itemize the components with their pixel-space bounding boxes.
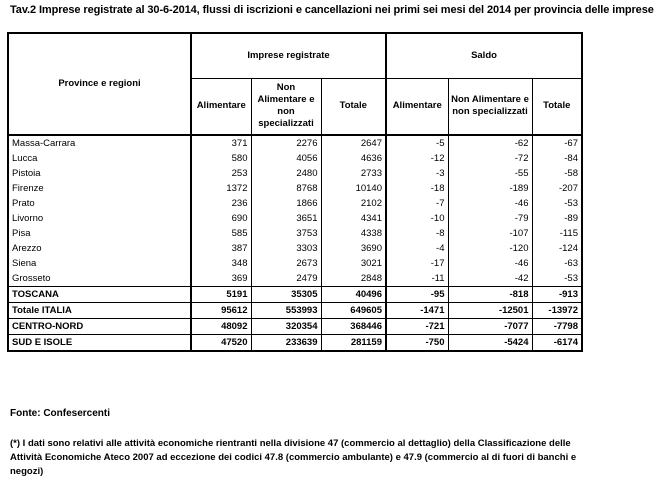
table-row	[8, 166, 582, 181]
cell-ir-alimentare: 48092	[191, 319, 251, 335]
cell-saldo-non-alimentare: -46	[448, 196, 532, 211]
row-name: Siena	[8, 256, 191, 271]
cell-saldo-totale: -207	[532, 181, 582, 196]
cell-saldo-alimentare: -12	[386, 151, 448, 166]
cell-saldo-non-alimentare: -7077	[448, 319, 532, 335]
cell-ir-alimentare: 387	[191, 241, 251, 256]
cell-ir-totale: 649605	[321, 303, 386, 319]
cell-ir-totale: 4338	[321, 226, 386, 241]
row-name: Lucca	[8, 151, 191, 166]
cell-ir-alimentare: 47520	[191, 335, 251, 352]
cell-ir-non-alimentare: 2479	[251, 271, 321, 287]
cell-saldo-alimentare: -10	[386, 211, 448, 226]
cell-ir-non-alimentare: 2480	[251, 166, 321, 181]
row-name: Massa-Carrara	[8, 135, 191, 151]
cell-saldo-totale: -53	[532, 271, 582, 287]
header-group-saldo: Saldo	[386, 33, 582, 78]
cell-saldo-non-alimentare: -72	[448, 151, 532, 166]
cell-saldo-totale: -7798	[532, 319, 582, 335]
row-name: Firenze	[8, 181, 191, 196]
cell-saldo-non-alimentare: -5424	[448, 335, 532, 352]
cell-saldo-alimentare: -1471	[386, 303, 448, 319]
cell-ir-alimentare: 5191	[191, 287, 251, 303]
cell-ir-non-alimentare: 1866	[251, 196, 321, 211]
cell-saldo-totale: -13972	[532, 303, 582, 319]
cell-ir-non-alimentare: 3753	[251, 226, 321, 241]
cell-ir-totale: 2102	[321, 196, 386, 211]
table-row	[8, 151, 582, 166]
cell-ir-totale: 2848	[321, 271, 386, 287]
cell-saldo-alimentare: -95	[386, 287, 448, 303]
cell-ir-alimentare: 236	[191, 196, 251, 211]
cell-saldo-non-alimentare: -120	[448, 241, 532, 256]
cell-saldo-alimentare: -17	[386, 256, 448, 271]
total-row	[8, 303, 582, 319]
cell-ir-non-alimentare: 2276	[251, 135, 321, 151]
cell-ir-non-alimentare: 233639	[251, 335, 321, 352]
cell-ir-non-alimentare: 35305	[251, 287, 321, 303]
cell-saldo-alimentare: -750	[386, 335, 448, 352]
cell-saldo-non-alimentare: -12501	[448, 303, 532, 319]
cell-ir-totale: 4636	[321, 151, 386, 166]
cell-ir-alimentare: 348	[191, 256, 251, 271]
cell-saldo-totale: -6174	[532, 335, 582, 352]
cell-saldo-non-alimentare: -79	[448, 211, 532, 226]
footnote: (*) I dati sono relativi alle attività economiche rientranti nella divisione 47 (commercio al dettaglio) della Classificazione delle Attività Economiche Ateco 2007 ad eccezione dei codici 47.8 (commercio ambulante) e 47.9 (commercio al di fuori di banchi e negozi)	[10, 438, 577, 477]
row-name: Arezzo	[8, 241, 191, 256]
cell-saldo-totale: -53	[532, 196, 582, 211]
row-name: Livorno	[8, 211, 191, 226]
cell-saldo-non-alimentare: -189	[448, 181, 532, 196]
cell-ir-totale: 2733	[321, 166, 386, 181]
table-title: Tav.2 Imprese registrate al 30-6-2014, flussi di iscrizioni e cancellazioni nei primi sei mesi del 2014 per provincia delle imprese	[10, 4, 654, 16]
header-group-imprese: Imprese registrate	[191, 33, 386, 78]
cell-saldo-totale: -84	[532, 151, 582, 166]
cell-ir-alimentare: 580	[191, 151, 251, 166]
row-name: CENTRO-NORD	[8, 319, 191, 335]
cell-ir-totale: 368446	[321, 319, 386, 335]
total-row	[8, 319, 582, 335]
table-row	[8, 196, 582, 211]
table-row	[8, 271, 582, 287]
cell-ir-alimentare: 585	[191, 226, 251, 241]
table-row	[8, 226, 582, 241]
table-row	[8, 256, 582, 271]
cell-ir-non-alimentare: 2673	[251, 256, 321, 271]
row-name: Totale ITALIA	[8, 303, 191, 319]
header-province: Province e regioni	[8, 33, 191, 135]
header-imprese-totale: Totale	[321, 78, 386, 135]
cell-ir-non-alimentare: 3651	[251, 211, 321, 226]
header-saldo-non-alimentare: Non Alimentare e non specializzati	[448, 78, 532, 135]
source-note: Fonte: Confesercenti	[10, 408, 111, 419]
data-table	[7, 32, 583, 352]
cell-saldo-totale: -89	[532, 211, 582, 226]
cell-ir-totale: 281159	[321, 335, 386, 352]
row-name: Grosseto	[8, 271, 191, 287]
header-saldo-alimentare: Alimentare	[386, 78, 448, 135]
cell-saldo-totale: -63	[532, 256, 582, 271]
cell-ir-alimentare: 253	[191, 166, 251, 181]
cell-saldo-totale: -124	[532, 241, 582, 256]
cell-saldo-alimentare: -7	[386, 196, 448, 211]
cell-saldo-alimentare: -5	[386, 135, 448, 151]
cell-ir-non-alimentare: 3303	[251, 241, 321, 256]
cell-ir-alimentare: 690	[191, 211, 251, 226]
cell-saldo-alimentare: -4	[386, 241, 448, 256]
cell-ir-alimentare: 369	[191, 271, 251, 287]
table-row	[8, 135, 582, 151]
cell-saldo-totale: -913	[532, 287, 582, 303]
cell-ir-non-alimentare: 320354	[251, 319, 321, 335]
cell-saldo-alimentare: -721	[386, 319, 448, 335]
table-body	[8, 135, 582, 351]
total-row	[8, 335, 582, 352]
cell-saldo-alimentare: -11	[386, 271, 448, 287]
total-row	[8, 287, 582, 303]
cell-saldo-non-alimentare: -42	[448, 271, 532, 287]
table-row	[8, 211, 582, 226]
cell-saldo-totale: -58	[532, 166, 582, 181]
cell-ir-alimentare: 371	[191, 135, 251, 151]
cell-ir-totale: 10140	[321, 181, 386, 196]
cell-saldo-non-alimentare: -46	[448, 256, 532, 271]
row-name: TOSCANA	[8, 287, 191, 303]
cell-ir-non-alimentare: 553993	[251, 303, 321, 319]
cell-ir-alimentare: 1372	[191, 181, 251, 196]
cell-ir-totale: 4341	[321, 211, 386, 226]
cell-saldo-non-alimentare: -62	[448, 135, 532, 151]
table-row	[8, 181, 582, 196]
cell-ir-totale: 3690	[321, 241, 386, 256]
row-name: SUD E ISOLE	[8, 335, 191, 352]
cell-saldo-non-alimentare: -55	[448, 166, 532, 181]
table-row	[8, 241, 582, 256]
cell-saldo-alimentare: -18	[386, 181, 448, 196]
row-name: Prato	[8, 196, 191, 211]
cell-saldo-alimentare: -3	[386, 166, 448, 181]
cell-ir-non-alimentare: 4056	[251, 151, 321, 166]
row-name: Pistoia	[8, 166, 191, 181]
header-imprese-alimentare: Alimentare	[191, 78, 251, 135]
cell-ir-totale: 2647	[321, 135, 386, 151]
cell-ir-non-alimentare: 8768	[251, 181, 321, 196]
cell-saldo-non-alimentare: -818	[448, 287, 532, 303]
row-name: Pisa	[8, 226, 191, 241]
cell-saldo-alimentare: -8	[386, 226, 448, 241]
cell-ir-totale: 3021	[321, 256, 386, 271]
cell-ir-alimentare: 95612	[191, 303, 251, 319]
cell-saldo-totale: -67	[532, 135, 582, 151]
header-saldo-totale: Totale	[532, 78, 582, 135]
cell-saldo-non-alimentare: -107	[448, 226, 532, 241]
cell-saldo-totale: -115	[532, 226, 582, 241]
header-imprese-non-alimentare: Non Alimentare e non specializzati	[251, 78, 321, 135]
cell-ir-totale: 40496	[321, 287, 386, 303]
